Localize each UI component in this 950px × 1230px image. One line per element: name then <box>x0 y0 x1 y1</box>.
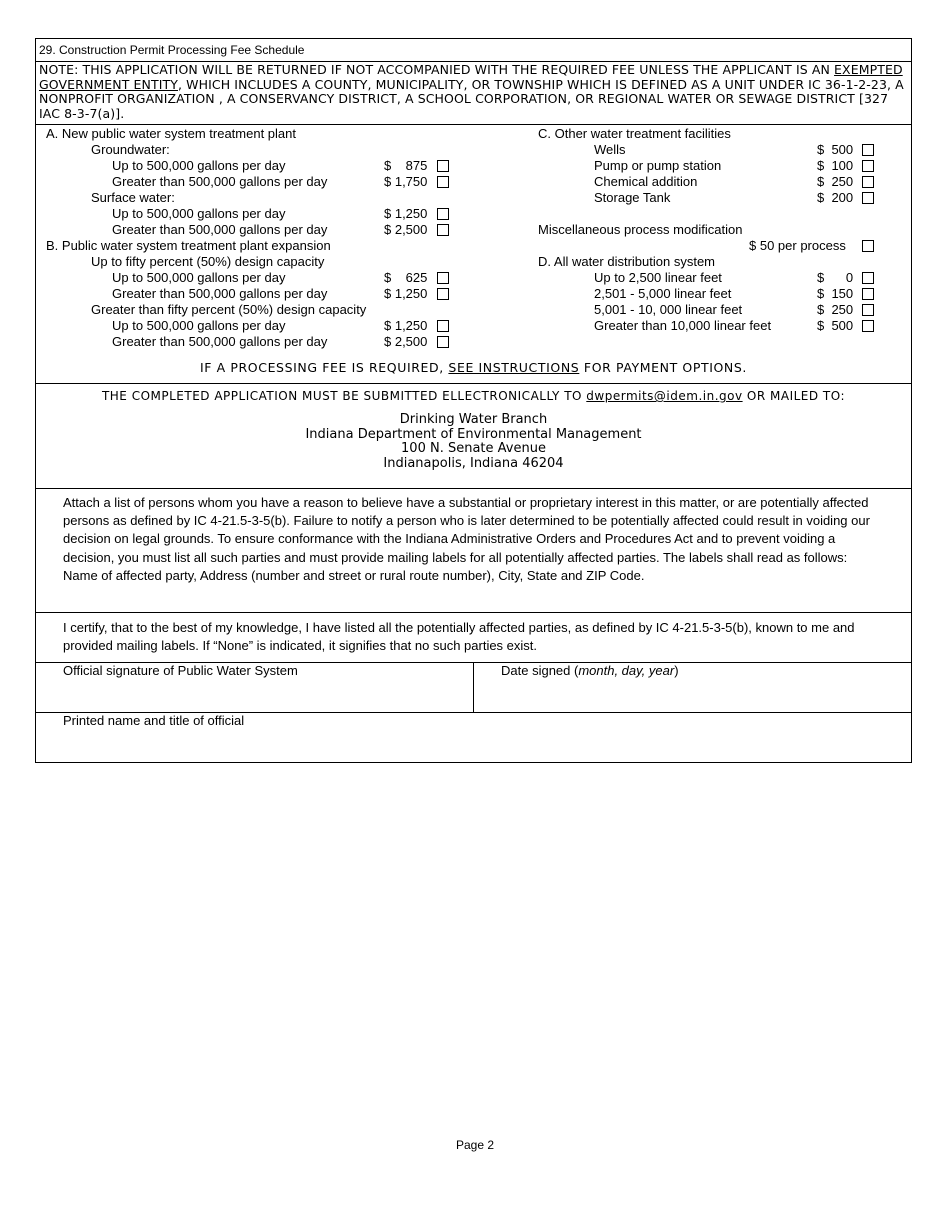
b-gt-1-amount: $ 1,250 <box>384 318 428 333</box>
surface-water-label: Surface water: <box>91 190 175 205</box>
b-up-1-label: Up to 500,000 gallons per day <box>112 270 286 285</box>
d-1-amount: $ 0 <box>817 270 854 285</box>
page-number: Page 2 <box>455 1138 495 1152</box>
b-gt-2-amount: $ 2,500 <box>384 334 428 349</box>
signature-row <box>36 663 911 713</box>
note-text-post: , WHICH INCLUDES A COUNTY, MUNICIPALITY, OR TOWNSHIP WHICH IS DEFINED AS A UNIT UNDER IC 36-1-2-23, A NONPROFIT ORGANIZATION , A CONSERVANCY DISTRICT, A SCHOOL CORPORATION, OR REGIONAL WATER OR SEWAGE DISTRICT [327 IAC 8-3-7(a)]. <box>39 76 904 121</box>
date-label-format: month, day, year <box>578 663 675 678</box>
date-label-pre: Date signed ( <box>501 663 579 678</box>
c-wells-label: Wells <box>594 142 626 157</box>
a-sw-gt-amount: $ 2,500 <box>384 222 428 237</box>
d-3-checkbox[interactable] <box>862 304 874 316</box>
d-1-label: Up to 2,500 linear feet <box>594 270 722 285</box>
d-3-label: 5,001 - 10, 000 linear feet <box>594 302 743 317</box>
pay-text-post: FOR PAYMENT OPTIONS. <box>579 360 747 375</box>
a-gw-up-checkbox[interactable] <box>437 160 449 172</box>
d-4-label: Greater than 10,000 linear feet <box>594 318 772 333</box>
date-label-post: ) <box>674 663 679 678</box>
c-chemical-amount: $ 250 <box>817 174 854 189</box>
c-chemical-checkbox[interactable] <box>862 176 874 188</box>
note-text-pre: NOTE: THIS APPLICATION WILL BE RETURNED IF NOT ACCOMPANIED WITH THE REQUIRED FEE UNLESS THE APPLICANT IS AN <box>39 62 835 77</box>
submit-text-post: OR MAILED TO: <box>742 389 846 403</box>
signature-label: Official signature of Public Water System <box>63 663 298 678</box>
misc-amount: $ 50 per process <box>749 238 846 253</box>
a-sw-gt-label: Greater than 500,000 gallons per day <box>112 222 328 237</box>
printed-name-label: Printed name and title of official <box>63 713 245 728</box>
b-up-1-amount: $ 625 <box>384 270 428 285</box>
address-line-1: Drinking Water Branch <box>399 412 548 427</box>
b-up-2-checkbox[interactable] <box>437 288 449 300</box>
b-gt-fifty-label: Greater than fifty percent (50%) design capacity <box>91 302 367 317</box>
b-gt-1-label: Up to 500,000 gallons per day <box>112 318 286 333</box>
fee-note <box>36 62 911 125</box>
d-4-amount: $ 500 <box>817 318 854 333</box>
b-up-fifty-label: Up to fifty percent (50%) design capacity <box>91 254 325 269</box>
submission-instructions <box>36 389 911 403</box>
c-pump-checkbox[interactable] <box>862 160 874 172</box>
c-storage-amount: $ 200 <box>817 190 854 205</box>
address-line-4: Indianapolis, Indiana 46204 <box>383 455 564 471</box>
section-d-heading: D. All water distribution system <box>538 254 716 269</box>
d-4-checkbox[interactable] <box>862 320 874 332</box>
misc-label: Miscellaneous process modification <box>538 222 743 237</box>
d-2-label: 2,501 - 5,000 linear feet <box>594 286 732 301</box>
c-wells-checkbox[interactable] <box>862 144 874 156</box>
c-wells-amount: $ 500 <box>817 142 854 157</box>
b-gt-1-checkbox[interactable] <box>437 320 449 332</box>
section-b-heading: B. Public water system treatment plant expansion <box>46 238 331 253</box>
c-pump-label: Pump or pump station <box>594 158 722 173</box>
a-sw-up-amount: $ 1,250 <box>384 206 428 221</box>
fee-table <box>36 125 911 384</box>
a-sw-up-label: Up to 500,000 gallons per day <box>112 206 286 221</box>
date-signed-field[interactable] <box>474 663 706 712</box>
printed-name-field[interactable] <box>36 713 911 762</box>
b-gt-2-checkbox[interactable] <box>437 336 449 348</box>
address-line-3: 100 N. Senate Avenue <box>401 441 546 456</box>
c-storage-checkbox[interactable] <box>862 192 874 204</box>
groundwater-label: Groundwater: <box>91 142 170 157</box>
mailing-address <box>36 413 911 471</box>
a-sw-gt-checkbox[interactable] <box>437 224 449 236</box>
d-2-checkbox[interactable] <box>862 288 874 300</box>
payment-options-line <box>36 360 911 375</box>
b-gt-2-label: Greater than 500,000 gallons per day <box>112 334 328 349</box>
a-gw-gt-checkbox[interactable] <box>437 176 449 188</box>
c-chemical-label: Chemical addition <box>594 174 698 189</box>
fee-schedule-form <box>35 38 912 763</box>
a-gw-gt-label: Greater than 500,000 gallons per day <box>112 174 328 189</box>
b-up-2-amount: $ 1,250 <box>384 286 428 301</box>
a-gw-gt-amount: $ 1,750 <box>384 174 428 189</box>
section-c-heading: C. Other water treatment facilities <box>538 126 731 141</box>
address-line-2: Indiana Department of Environmental Management <box>305 426 642 442</box>
pay-text-pre: IF A PROCESSING FEE IS REQUIRED, <box>200 360 449 375</box>
a-sw-up-checkbox[interactable] <box>437 208 449 220</box>
a-gw-up-label: Up to 500,000 gallons per day <box>112 158 286 173</box>
c-pump-amount: $ 100 <box>817 158 854 173</box>
b-up-1-checkbox[interactable] <box>437 272 449 284</box>
a-gw-up-amount: $ 875 <box>384 158 428 173</box>
submit-text-pre: THE COMPLETED APPLICATION MUST BE SUBMITTED ELLECTRONICALLY TO <box>101 389 587 403</box>
certification-text: I certify, that to the best of my knowledge, I have listed all the potentially affected parties, as defined by IC 4-21.5-3-5(b), known to me and provided mailing labels. If “None” is indicated, it signifies that no such parties exist. <box>36 613 911 663</box>
d-2-amount: $ 150 <box>817 286 854 301</box>
misc-checkbox[interactable] <box>862 240 874 252</box>
exempted-entity-link[interactable]: EXEMPTED GOVERNMENT ENTITY <box>39 62 903 92</box>
b-up-2-label: Greater than 500,000 gallons per day <box>112 286 328 301</box>
d-1-checkbox[interactable] <box>862 272 874 284</box>
signature-field[interactable] <box>36 663 474 712</box>
attach-persons-text: Attach a list of persons whom you have a reason to believe have a substantial or proprietary interest in this matter, or are potentially affected persons as defined by IC 4-21.5-3-5(b). Failure to notify a person who is later determined to be potentially affected could result in voiding our decision on legal grounds. To ensure conformance with the Indiana Administrative Orders and Procedures Act and to prevent voiding a decision, you must list all such parties and must provide mailing labels for all potentially affected parties. The labels shall read as follows: Name of affected party, Address (number and street or rural route number), City, State and ZIP Code. <box>36 489 911 613</box>
submit-email-link[interactable]: dwpermits@idem.in.gov <box>586 389 743 403</box>
submission-section <box>36 384 911 489</box>
section-a-heading: A. New public water system treatment plant <box>46 126 296 141</box>
c-storage-label: Storage Tank <box>594 190 671 205</box>
see-instructions-link[interactable]: SEE INSTRUCTIONS <box>448 360 580 375</box>
section-title: 29. Construction Permit Processing Fee Schedule <box>36 39 911 62</box>
d-3-amount: $ 250 <box>817 302 854 317</box>
